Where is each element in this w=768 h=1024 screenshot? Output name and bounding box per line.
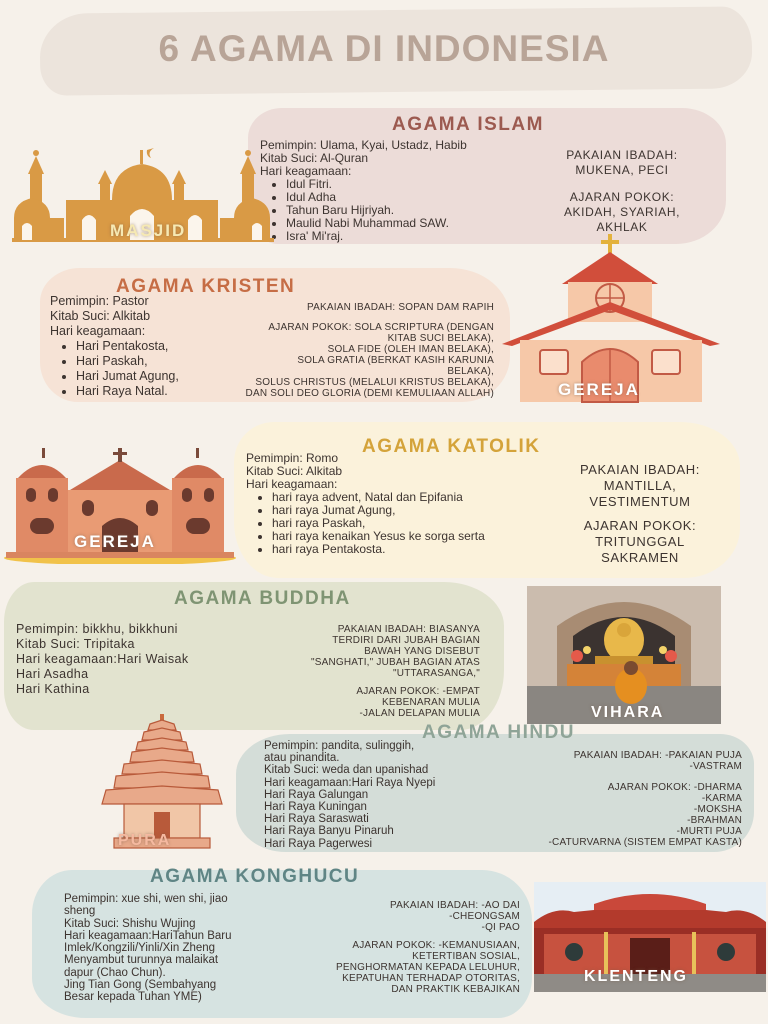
hindu-line: Pemimpin: pandita, sulinggih, [264,740,415,752]
hindu-building-label: PURA [118,832,172,849]
konghucu-ajaran [288,940,520,995]
konghucu-line: Imlek/Kongzili/Yinli/Xin Zheng [64,942,216,955]
islam-ajaran-value: AKHLAK [596,220,648,234]
list-item: • hari raya Paskah, [272,517,486,530]
katolik-pemimpin: Pemimpin: Romo [246,451,339,465]
buddha-kitab: Kitab Suci: Tripitaka [16,637,135,651]
islam-ajaran [536,190,708,235]
kristen-pemimpin: Pemimpin: Pastor [50,294,149,308]
katolik-ajaran-value: TRITUNGGAL [595,534,685,549]
katolik-heading: AGAMA KATOLIK [362,436,541,457]
kristen-kitab: Kitab Suci: Alkitab [50,309,151,323]
buddha-ajaran [280,686,480,719]
kristen-pakaian: PAKAIAN IBADAH: SOPAN DAM RAPIH [307,302,494,313]
list-item: • hari raya advent, Natal dan Epifania [272,491,486,504]
hindu-ajaran-line: AJARAN POKOK: -DHARMA [607,782,742,793]
islam-info [260,139,550,243]
hindu-ajaran [480,782,742,848]
katolik-building-label: GEREJA [74,532,156,551]
hindu-heading: AGAMA HINDU [422,722,576,743]
islam-building-label: MASJID [110,221,187,240]
hindu-ajaran-line: -CATURVARNA (SISTEM EMPAT KASTA) [548,837,742,848]
hindu-line: atau pinandita. [264,752,340,765]
hindu-line: Hari Raya Saraswati [264,813,369,826]
kristen-ajaran-line: BELAKA), [447,366,494,377]
katolik-ajaran [548,518,732,566]
konghucu-info [64,893,314,1004]
katolik-info [246,452,486,556]
hindu-line: Hari Raya Galungan [264,788,369,801]
kristen-ajaran-line: SOLA GRATIA (BERKAT KASIH KARUNIA [297,355,494,366]
konghucu-line: Jing Tian Gong (Sembahyang [64,979,217,992]
church-icon [502,232,720,404]
buddha-ajaran-line: KEBENARAN MULIA [381,697,480,708]
list-item: • Isra' Mi'raj. [286,230,550,243]
list-item: • Maulid Nabi Muhammad SAW. [286,217,550,230]
buddha-pemimpin: Pemimpin: bikkhu, bikkhuni [16,622,178,636]
kristen-hari-label: Hari keagamaan: [50,324,146,338]
vihara-photo [527,586,721,724]
klenteng-photo [534,882,766,992]
kristen-ajaran-line: SOLUS CHRISTUS (MELALUI KRISTUS BELAKA), [255,377,494,388]
katolik-pakaian-value: MANTILLA, [603,478,677,493]
islam-pakaian [536,148,708,178]
islam-pakaian-title: PAKAIAN IBADAH: [566,148,678,162]
islam-kitab: Kitab Suci: Al-Quran [260,151,369,165]
list-item: • Hari Raya Natal. [76,384,250,399]
konghucu-ajaran-line: KEPATUHAN TERHADAP OTORITAS, [342,973,520,984]
list-item: • Hari Paskah, [76,354,250,369]
hindu-ajaran-line: -MURTI PUJA [676,826,742,837]
islam-pakaian-value: MUKENA, PECI [575,163,669,177]
konghucu-pakaian [320,900,520,933]
konghucu-ajaran-line: KETERTIBAN SOSIAL, [412,951,520,962]
hindu-ajaran-line: -KARMA [701,793,742,804]
page-title: 6 AGAMA DI INDONESIA [158,28,610,69]
konghucu-line: Kitab Suci: Shishu Wujing [64,917,196,930]
buddha-pakaian-line: PAKAIAN IBADAH: BIASANYA [337,624,480,635]
list-item: • Idul Fitri. [286,178,550,191]
kristen-ajaran [180,322,494,399]
katolik-hari-label: Hari keagamaan: [246,477,338,491]
buddha-pakaian-line: BAWAH YANG DISEBUT [364,646,480,657]
konghucu-line: Hari keagamaan:HariTahun Baru [64,929,232,942]
katolik-ajaran-value: SAKRAMEN [601,550,679,565]
buddha-pakaian-line: "UTTARASANGA," [393,668,480,679]
list-item: • hari raya Pentakosta. [272,543,486,556]
konghucu-pakaian-line: PAKAIAN IBADAH: -AO DAI [389,900,520,911]
list-item: • hari raya Jumat Agung, [272,504,486,517]
hindu-pakaian-line: -VASTRAM [689,761,742,772]
konghucu-building-label: KLENTENG [584,968,688,985]
katolik-pakaian-value: VESTIMENTUM [589,494,691,509]
buddha-hari: Hari Kathina [16,682,90,696]
buddha-heading: AGAMA BUDDHA [174,588,351,609]
list-item: • Idul Adha [286,191,550,204]
konghucu-ajaran-line: AJARAN POKOK: -KEMANUSIAAN, [352,940,520,951]
buddha-building-label: VIHARA [591,704,665,721]
kristen-ajaran-line: DAN SOLI DEO GLORIA (DEMI KEMULIAAN ALLAH) [245,388,494,399]
buddha-pakaian-line: "SANGHATI," JUBAH BAGIAN ATAS [310,657,480,668]
katolik-pakaian-title: PAKAIAN IBADAH: [579,462,700,477]
islam-pemimpin: Pemimpin: Ulama, Kyai, Ustadz, Habib [260,138,467,152]
islam-ajaran-title: AJARAN POKOK: [569,190,675,204]
hindu-line: Hari Raya Pagerwesi [264,837,373,850]
islam-ajaran-value: AKIDAH, SYARIAH, [563,205,681,219]
islam-hari-label: Hari keagamaan: [260,164,352,178]
buddha-ajaran-line: -JALAN DELAPAN MULIA [359,708,480,719]
katolik-kitab: Kitab Suci: Alkitab [246,464,343,478]
konghucu-ajaran-line: PENGHORMATAN KEPADA LELUHUR, [336,962,520,973]
kristen-heading: AGAMA KRISTEN [116,276,296,297]
konghucu-pakaian-line: -CHEONGSAM [449,911,520,922]
katolik-pakaian [548,462,732,510]
hindu-ajaran-line: -MOKSHA [693,804,742,815]
katolik-ajaran-title: AJARAN POKOK: [583,518,697,533]
konghucu-ajaran-line: DAN PRAKTIK KEBAJIKAN [391,984,520,995]
kristen-ajaran-line: AJARAN POKOK: SOLA SCRIPTURA (DENGAN [268,322,494,333]
hindu-line: Kitab Suci: weda dan upanishad [264,764,429,777]
konghucu-line: sheng [64,905,96,918]
list-item: • Hari Pentakosta, [76,339,250,354]
kristen-ajaran-line: KITAB SUCI BELAKA), [387,333,494,344]
hindu-info [264,740,504,850]
hindu-pakaian-line: PAKAIAN IBADAH: -PAKAIAN PUJA [573,750,742,761]
buddha-hari: Hari Asadha [16,667,89,681]
list-item: • hari raya kenaikan Yesus ke sorga serta [272,530,486,543]
kristen-ajaran-line: SOLA FIDE (OLEH IMAN BELAKA), [327,344,494,355]
konghucu-line: dapur (Chao Chun). [64,966,166,979]
konghucu-line: Besar kepada Tuhan YME) [64,991,202,1004]
hindu-line: Hari Raya Kuningan [264,801,367,814]
list-item: • Hari Jumat Agung, [76,369,250,384]
buddha-pakaian [240,624,480,679]
konghucu-line: Menyambut turunnya malaikat [64,954,219,967]
hindu-line: Hari keagamaan:Hari Raya Nyepi [264,776,436,789]
konghucu-pakaian-line: -QI PAO [481,922,520,933]
hindu-pakaian [500,750,742,772]
islam-heading: AGAMA ISLAM [392,114,544,135]
list-item: • Tahun Baru Hijriyah. [286,204,550,217]
hindu-line: Hari Raya Banyu Pinaruh [264,825,394,838]
hindu-ajaran-line: -BRAHMAN [687,815,742,826]
buddha-hari: Hari keagamaan:Hari Waisak [16,652,189,666]
buddha-pakaian-line: TERDIRI DARI JUBAH BAGIAN [332,635,480,646]
konghucu-heading: AGAMA KONGHUCU [150,866,360,887]
konghucu-line: Pemimpin: xue shi, wen shi, jiao [64,893,228,905]
kristen-building-label: GEREJA [558,380,640,399]
buddha-ajaran-line: AJARAN POKOK: -EMPAT [356,686,480,697]
